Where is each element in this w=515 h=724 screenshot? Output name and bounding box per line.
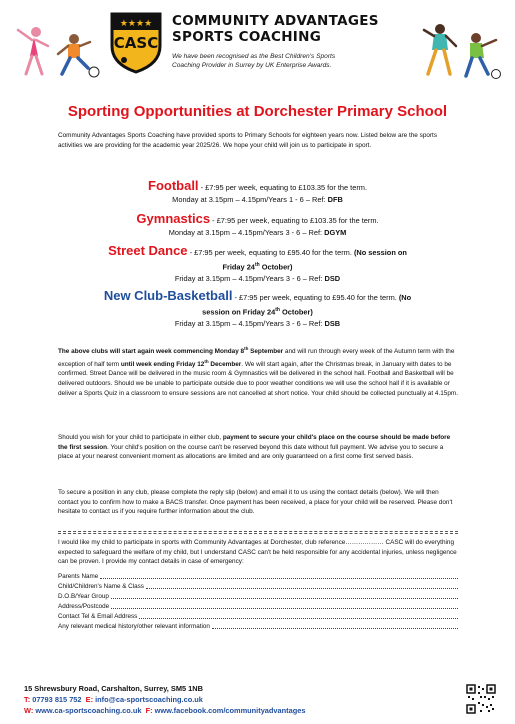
sport-gymnastics-when: Monday at 3.15pm – 4.15pm/Years 3 - 6 – Ref: bbox=[168, 228, 325, 237]
phone-value[interactable]: 07793 815 752 bbox=[30, 695, 82, 704]
footer-address: 15 Shrewsbury Road, Carshalton, Surrey, SM5 1NB bbox=[24, 684, 203, 693]
field-fill-line[interactable] bbox=[100, 572, 458, 579]
payment-paragraph bbox=[58, 433, 458, 462]
field-fill-line[interactable] bbox=[146, 582, 458, 589]
letterhead bbox=[0, 0, 515, 95]
brand-line-1: COMMUNITY ADVANTAGES bbox=[172, 13, 379, 29]
casc-logo bbox=[108, 10, 164, 74]
field-label: Parents Name bbox=[58, 573, 99, 580]
sport-dance-note-c: October) bbox=[259, 262, 293, 272]
field-fill-line[interactable] bbox=[139, 612, 458, 619]
reply-slip-text: I would like my child to participate in sports with Community Advantages at Dorchester, club reference……………… CASC will do everything expected to safeguard the welfare of my child, but I understand CASC can't be held responsible for any accidental injuries, unless negligence can be proven. I provide my contact details in case of emergency: bbox=[58, 539, 457, 566]
cut-line-separator bbox=[58, 531, 458, 534]
sport-dance-ref: DSD bbox=[324, 274, 341, 284]
field-label: Child/Children's Name & Class bbox=[58, 583, 144, 590]
schedule-text-2: . We will start again, after the Christmas break, in January with dates to be confirmed. Street Dance will be delivered in the music room & Gymnastics will be delivered in the school hall. Football and Basketball will be delivered outdoors. Should we be unable to participate outside due to poor weather conditions we will use the school hall if it is available or deliver a Sports Quiz in a classroom to ensure sessions are not cancelled at short notice. Your child should be collected punctually at 4.15pm. bbox=[58, 360, 458, 397]
schedule-paragraph bbox=[58, 344, 458, 398]
sport-dance-name: Street Dance bbox=[108, 243, 188, 258]
schedule-bold-2: until week ending Friday 12 bbox=[120, 360, 205, 368]
sport-basketball-note-a: (No bbox=[398, 293, 412, 302]
sport-gymnastics bbox=[40, 213, 475, 239]
sport-dance-note-a: (No session on bbox=[353, 248, 407, 257]
email-label: E: bbox=[85, 695, 94, 704]
field-address bbox=[58, 602, 458, 611]
gymnast-illustration bbox=[14, 22, 54, 78]
sport-dance-note-sup: th bbox=[254, 262, 260, 268]
sport-basketball-name: New Club-Basketball bbox=[103, 288, 233, 303]
payment-bold: payment to secure your child's place on the course should be made before the first session bbox=[58, 434, 451, 451]
schedule-sup-2: th bbox=[204, 358, 209, 364]
field-contact bbox=[58, 612, 458, 621]
sport-basketball-price: - £7:95 per week, equating to £95.40 for the term. bbox=[232, 293, 399, 302]
field-label: Any relevant medical history/other relevant information bbox=[58, 623, 210, 630]
facebook-link[interactable]: www.facebook.com/communityadvantages bbox=[152, 706, 306, 715]
footer-contact bbox=[24, 683, 444, 716]
qr-code-icon bbox=[466, 684, 496, 714]
schedule-bold-1b: September bbox=[248, 348, 284, 356]
sport-football-price: - £7:95 per week, equating to £103.35 for the term. bbox=[198, 183, 367, 192]
schedule-bold-2b: December bbox=[208, 360, 242, 368]
brand-block bbox=[172, 13, 412, 70]
athlete-illustration bbox=[458, 30, 504, 82]
facebook-label: F: bbox=[145, 706, 153, 715]
field-fill-line[interactable] bbox=[111, 602, 458, 609]
sport-dance-when: Friday at 3.15pm – 4.15pm/Years 3 - 6 – Ref: bbox=[174, 274, 325, 284]
award-tagline-2: Coaching Provider in Surrey by UK Enterprise Awards. bbox=[172, 62, 332, 69]
sport-dance-note-b: Friday 24 bbox=[222, 262, 255, 272]
schedule-bold-1: The above clubs will start again week commencing Monday 8 bbox=[58, 348, 245, 356]
schedule-sup-1: th bbox=[244, 346, 249, 351]
sport-dance-price: - £7:95 per week, equating to £95.40 for the term. bbox=[187, 248, 354, 257]
intro-paragraph: Community Advantages Sports Coaching have provided sports to Primary Schools for eighteen years now. Listed below are the sports activities we are providing for the academic year 2025/26. We hope your child will join us to participate in sport. bbox=[58, 132, 438, 149]
sport-football-when: Monday at 3.15pm – 4.15pm/Years 1 - 6 – Ref: bbox=[172, 195, 328, 204]
page-title: Sporting Opportunities at Dorchester Primary School bbox=[67, 103, 448, 120]
field-fill-line[interactable] bbox=[111, 592, 458, 599]
field-label: Address/Postcode bbox=[58, 603, 110, 610]
sport-football-ref: DFB bbox=[327, 195, 343, 204]
field-dob bbox=[58, 592, 458, 601]
website-link[interactable]: www.ca-sportscoaching.co.uk bbox=[33, 706, 142, 715]
sport-basketball-note-c: October) bbox=[280, 307, 313, 317]
sport-football bbox=[40, 180, 475, 206]
sport-basketball-note-b: session on Friday 24 bbox=[202, 307, 276, 317]
sport-basketball-ref: DSB bbox=[324, 319, 341, 329]
dancer-illustration bbox=[418, 20, 462, 80]
field-fill-line[interactable] bbox=[212, 622, 458, 629]
sport-gymnastics-name: Gymnastics bbox=[136, 211, 211, 226]
website-label: W: bbox=[24, 706, 34, 715]
email-value[interactable]: info@ca-sportscoaching.co.uk bbox=[93, 695, 203, 704]
booking-paragraph: To secure a position in any club, please complete the reply slip (below) and email it to us using the contact details (below). We will then contact you to confirm how to make a BACS transfer. Once payment has been received, a place for your child will be reserved. Please don't hesitate to contact us if you require further information about the club. bbox=[58, 489, 453, 516]
sport-street-dance bbox=[40, 245, 475, 285]
field-label: Contact Tel & Email Address bbox=[58, 613, 138, 620]
payment-text-2: . Your child's position on the course can't be reserved beyond this date without full payment. We advise you to secure a place at your nearest convenient moment as allocations are limited and are only guaranteed on a first come first served basis. bbox=[58, 443, 444, 461]
sport-gymnastics-ref: DGYM bbox=[324, 228, 347, 237]
sport-football-name: Football bbox=[148, 178, 199, 193]
sport-basketball bbox=[40, 290, 475, 330]
payment-text-1: Should you wish for your child to participate in either club, bbox=[58, 434, 223, 441]
field-child-name bbox=[58, 582, 458, 591]
sport-basketball-note-sup: th bbox=[275, 307, 280, 313]
field-label: D.O.B/Year Group bbox=[58, 593, 109, 600]
field-medical bbox=[58, 622, 458, 631]
field-parents-name bbox=[58, 572, 458, 581]
sport-gymnastics-price: - £7:95 per week, equating to £103.35 for the term. bbox=[210, 216, 379, 225]
logo-text: CASC bbox=[113, 34, 159, 52]
brand-line-2: SPORTS COACHING bbox=[172, 29, 322, 45]
phone-label: T: bbox=[24, 695, 31, 704]
schedule-text-1: and will run through every week of the Autumn term with the exception of half term bbox=[58, 348, 455, 368]
sport-basketball-when: Friday at 3.15pm – 4.15pm/Years 3 - 6 – Ref: bbox=[174, 319, 325, 329]
footballer-illustration bbox=[50, 30, 102, 80]
svg-text:★★★★: ★★★★ bbox=[119, 19, 153, 29]
award-tagline-1: We have been recognised as the Best Children's Sports bbox=[172, 53, 336, 60]
